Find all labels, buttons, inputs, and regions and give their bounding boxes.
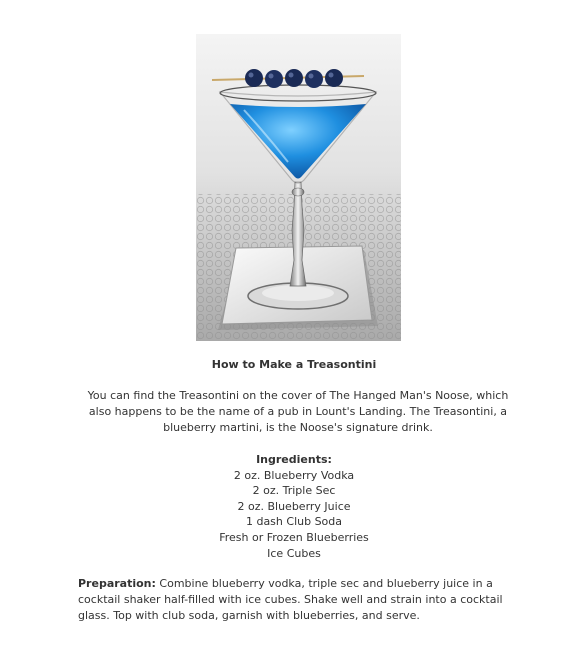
preparation-paragraph <box>78 576 518 624</box>
ingredients-list <box>0 468 588 562</box>
ingredient-item: 2 oz. Blueberry Juice <box>237 499 351 513</box>
ingredient-item: 2 oz. Blueberry Vodka <box>233 468 355 482</box>
preparation-text: Combine blueberry vodka, triple sec and blueberry juice in a cocktail shaker half-filled with ice cubes. Shake well and strain into a cocktail glass. Top with club soda, garnish with blueberries, and serve. <box>78 577 503 622</box>
ingredients-section <box>0 452 588 561</box>
ingredient-item: Fresh or Frozen Blueberries <box>219 530 369 544</box>
recipe-intro: You can find the Treasontini on the cover of The Hanged Man's Noose, which also happens to be the name of a pub in Lount's Landing. The Treasontini, a blueberry martini, is the Noose's signature drink. <box>87 389 509 434</box>
preparation-label: Preparation: <box>78 577 156 590</box>
ingredient-item: Ice Cubes <box>267 546 321 560</box>
ingredient-item: 2 oz. Triple Sec <box>252 484 336 498</box>
ingredient-item: 1 dash Club Soda <box>245 515 343 529</box>
ingredients-heading: Ingredients: <box>256 453 332 466</box>
recipe-title: How to Make a Treasontini <box>211 358 377 371</box>
cocktail-photo <box>196 34 401 341</box>
